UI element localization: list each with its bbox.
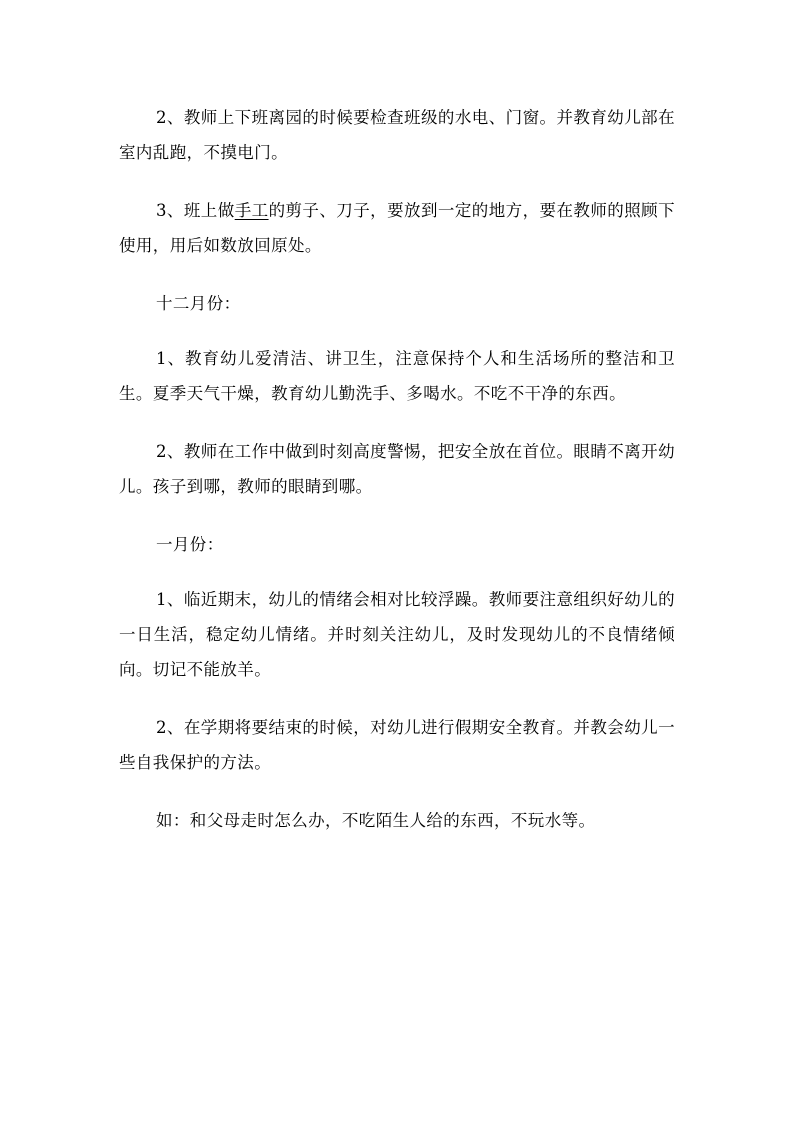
paragraph-vigilance: 2、教师在工作中做到时刻高度警惕，把安全放在首位。眼睛不离开幼儿。孩子到哪，教师的眼睛到哪。 [119,442,675,496]
paragraph-holiday-safety: 2、在学期将要结束的时候，对幼儿进行假期安全教育。并教会幼儿一些自我保护的方法。 [119,718,675,772]
paragraph-scissors-knives-before: 3、班上做 [156,201,235,220]
paragraph-scissors-knives [119,193,675,263]
paragraph-examples: 如：和父母走时怎么办，不吃陌生人给的东西，不玩水等。 [156,811,596,830]
section-heading-january: 一月份： [156,535,224,554]
paragraph-emotions: 1、临近期末，幼儿的情绪会相对比较浮躁。教师要注意组织好幼儿的一日生活，稳定幼儿情绪。并时刻关注幼儿，及时发现幼儿的不良情绪倾向。切记不能放羊。 [119,590,675,679]
paragraph-scissors-knives-after: 的剪子、刀子，要放到一定的地方，要在教师的照顾下使用，用后如数放回原处。 [119,201,675,255]
paragraph-hygiene: 1、教育幼儿爱清洁、讲卫生，注意保持个人和生活场所的整洁和卫 生。夏季天气干燥，教育幼儿勤洗手、多喝水。不吃不干净的东西。 [119,349,687,403]
handicraft-link[interactable]: 手工 [234,201,269,220]
paragraph-leave-check: 2、教师上下班离园的时候要检查班级的水电、门窗。并教育幼儿部在室内乱跑，不摸电门。 [119,108,675,162]
section-heading-december: 十二月份： [156,294,241,313]
document-body [119,100,687,861]
